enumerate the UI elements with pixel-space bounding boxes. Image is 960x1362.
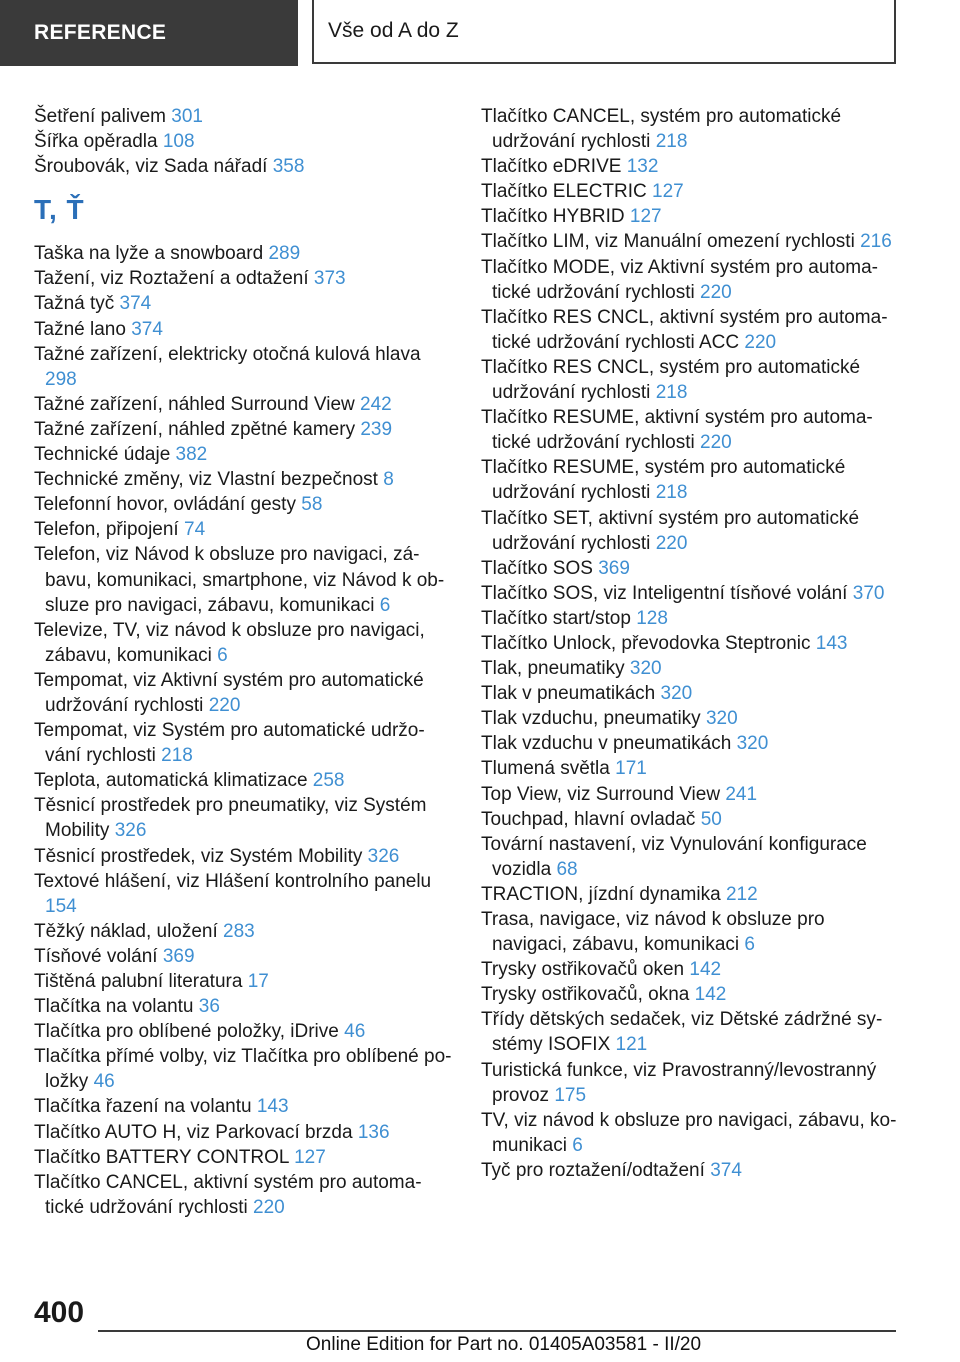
index-entry: [34, 994, 454, 1019]
page-reference-link[interactable]: 289: [268, 243, 301, 265]
page-reference-link[interactable]: 108: [162, 131, 195, 153]
page-reference-link[interactable]: 143: [256, 1096, 289, 1118]
index-entry: [481, 506, 901, 556]
index-entry: [34, 266, 454, 291]
index-entry-text: Těsnicí prostředek pro pneumatiky, viz Systém Mobility: [34, 795, 427, 842]
index-entry: [481, 305, 901, 355]
page-reference-link[interactable]: 46: [344, 1021, 366, 1043]
index-entry: [34, 129, 454, 154]
index-entry: [481, 581, 901, 606]
index-entry-text: Tažné zařízení, elektricky otočná kulová hlava: [34, 343, 421, 365]
page-reference-link[interactable]: 283: [223, 920, 255, 942]
index-entry-text: Tlačítko RES CNCL, aktivní systém pro automatické udržování rychlosti ACC: [481, 306, 888, 353]
page-reference-link[interactable]: 373: [313, 268, 346, 290]
page-reference-link[interactable]: 220: [700, 281, 732, 303]
index-entry: [34, 291, 454, 316]
index-entry-text: Textové hlášení, viz Hlášení kontrolního panelu: [34, 870, 432, 892]
index-entry-text: Top View, viz Surround View: [481, 783, 721, 805]
index-entry-text: Těžký náklad, uložení: [34, 920, 218, 942]
index-entry-text: Tísňové volání: [34, 945, 158, 967]
index-entry-text: Tlačítko SOS, viz Inteligentní tísňové volání: [481, 582, 848, 604]
index-entry: [34, 718, 454, 768]
page-reference-link[interactable]: 242: [360, 393, 392, 415]
index-entry: [481, 1058, 901, 1108]
page-reference-link[interactable]: 220: [208, 694, 241, 716]
index-entry: [481, 355, 901, 405]
index-entry: [481, 154, 901, 179]
index-entry: [481, 807, 901, 832]
index-entry-text: Trysky ostřikovačů oken: [481, 959, 685, 981]
index-entry-text: Tlumená světla: [481, 758, 610, 780]
index-entry: [34, 1094, 454, 1119]
index-entry-text: Tlačítko eDRIVE: [481, 156, 622, 178]
index-entry-text: TV, viz návod k obsluze pro navigaci, zábavu, komunikaci: [481, 1109, 897, 1156]
index-entry: [481, 204, 901, 229]
index-entry: [34, 467, 454, 492]
index-entry: [34, 919, 454, 944]
index-letter-heading: T, Ť: [34, 194, 85, 226]
page-reference-link[interactable]: 142: [689, 959, 722, 981]
index-entry: [481, 1108, 901, 1158]
index-entry: [481, 104, 901, 154]
index-entry: [34, 1044, 454, 1094]
index-entry-text: Tlačítko SET, aktivní systém pro automatické udržování rychlosti: [481, 507, 860, 554]
index-entry-text: Telefon, připojení: [34, 519, 179, 541]
index-entry: [34, 768, 454, 793]
index-entry-text: Tlačítko SOS: [481, 557, 593, 579]
index-entry-text: Trasa, navigace, viz návod k obsluze pro navigaci, zábavu, komunikaci: [481, 909, 825, 956]
index-entry-text: Tlačítko CANCEL, systém pro automatické udržování rychlosti: [481, 106, 842, 153]
page-reference-link[interactable]: 216: [860, 231, 892, 253]
page-reference-link[interactable]: 127: [629, 206, 662, 228]
index-entry-text: Šířka opěradla: [34, 131, 158, 153]
index-entry-text: Tažné zařízení, náhled zpětné kamery: [34, 418, 356, 440]
index-entry: [481, 179, 901, 204]
page-reference-link[interactable]: 154: [45, 895, 77, 917]
page-reference-link[interactable]: 143: [815, 632, 848, 654]
index-entry: [481, 455, 901, 505]
index-entry: [34, 969, 454, 994]
page-reference-link[interactable]: 320: [660, 683, 693, 705]
page-reference-link[interactable]: 46: [93, 1071, 115, 1093]
page-reference-link[interactable]: 369: [598, 557, 630, 579]
page-reference-link[interactable]: 175: [554, 1084, 587, 1106]
section-tab: [0, 0, 298, 66]
index-entry: [34, 317, 454, 342]
index-entry-text: Televize, TV, viz návod k obsluze pro navigaci, zábavu, komunikaci: [34, 619, 425, 666]
page-reference-link[interactable]: 301: [171, 106, 203, 127]
index-entry-text: Tištěná palubní literatura: [34, 971, 243, 992]
index-entry: [481, 681, 901, 706]
index-entry-text: Tažení, viz Roztažení a odtažení: [34, 268, 309, 290]
footer-divider: [98, 1330, 896, 1332]
index-entry-text: Technické údaje: [34, 444, 171, 466]
index-entry-text: Tlačítko RESUME, aktivní systém pro automatické udržování rychlosti: [481, 407, 873, 454]
index-entry: [481, 606, 901, 631]
page-reference-link[interactable]: 258: [312, 770, 345, 792]
page-reference-link[interactable]: 218: [655, 131, 688, 153]
index-entry-text: Telefon, viz Návod k obsluze pro navigaci, zábavu, komunikaci, smartphone, viz Návod k obsluze pro navigaci, zábavu, komunikaci: [34, 544, 445, 616]
page-reference-link[interactable]: 212: [725, 883, 758, 905]
index-entry-text: Tlačítko ELECTRIC: [481, 181, 647, 203]
index-entry: [481, 957, 901, 982]
index-entry-text: Tlak vzduchu v pneumatikách: [481, 733, 732, 755]
page-reference-link[interactable]: 171: [615, 758, 647, 780]
index-entry-text: Tažná tyč: [34, 293, 115, 315]
index-entry: [34, 392, 454, 417]
page-reference-link[interactable]: 326: [367, 845, 400, 867]
index-entry: [481, 556, 901, 581]
index-entry: [481, 656, 901, 681]
page-reference-link[interactable]: 50: [700, 808, 722, 830]
page-reference-link[interactable]: 369: [162, 945, 195, 967]
page-reference-link[interactable]: 220: [744, 331, 777, 353]
index-entry: [34, 944, 454, 969]
edition-note: Online Edition for Part no. 01405A03581 - II/20: [306, 1334, 702, 1355]
index-entry: [481, 882, 901, 907]
page-reference-link[interactable]: 6: [217, 644, 228, 666]
index-entry-text: Tlak vzduchu, pneumatiky: [481, 708, 701, 730]
index-entry: [481, 229, 901, 254]
index-entry-text: Tlačítko AUTO H, viz Parkovací brzda: [34, 1121, 353, 1143]
index-entry-text: Tlačítko HYBRID: [481, 206, 625, 228]
page-number: 400: [34, 1296, 85, 1329]
page-reference-link[interactable]: 127: [294, 1146, 326, 1168]
index-entry: [481, 631, 901, 656]
index-entry: [34, 618, 454, 668]
index-entry-text: Tlačítko RESUME, systém pro automatické udržování rychlosti: [481, 457, 846, 504]
index-entry: [481, 907, 901, 957]
index-entry-text: Tlak, pneumatiky: [481, 658, 625, 680]
page-reference-link[interactable]: 326: [114, 820, 147, 842]
index-entry-text: Šetření palivem: [34, 106, 167, 127]
page-reference-link[interactable]: 370: [852, 582, 885, 604]
index-entry-text: Touchpad, hlavní ovladač: [481, 808, 696, 830]
index-entry-text: Tlačítka pro oblíbené položky, iDrive: [34, 1021, 339, 1043]
index-entry: [481, 731, 901, 756]
page-reference-link[interactable]: 132: [626, 156, 659, 178]
page-reference-link[interactable]: 36: [198, 996, 220, 1018]
index-entry: [34, 844, 454, 869]
page-reference-link[interactable]: 74: [184, 519, 206, 541]
index-entry: [481, 756, 901, 781]
page-reference-link[interactable]: 218: [655, 482, 688, 504]
index-entry: [34, 1019, 454, 1044]
index-entry: [481, 982, 901, 1007]
index-entry: [34, 241, 454, 266]
index-entry-text: Tlačítko CANCEL, aktivní systém pro automatické udržování rychlosti: [34, 1171, 422, 1218]
index-entry-text: Tlačítko LIM, viz Manuální omezení rychlosti: [481, 231, 855, 253]
section-label: REFERENCE: [34, 21, 167, 44]
index-entry: [34, 1145, 454, 1170]
page-reference-link[interactable]: 218: [655, 382, 688, 404]
index-entry: [481, 405, 901, 455]
index-entry-text: Teplota, automatická klimatizace: [34, 770, 308, 792]
index-entry-text: Trysky ostřikovačů, okna: [481, 984, 690, 1006]
index-entry: [481, 782, 901, 807]
index-entry-text: Tlačítko start/stop: [481, 607, 631, 629]
index-entry-text: Těsnicí prostředek, viz Systém Mobility: [34, 845, 363, 867]
index-entry: [34, 492, 454, 517]
index-column-left: [34, 104, 454, 1220]
page-reference-link[interactable]: 220: [655, 532, 688, 554]
page-reference-link[interactable]: 17: [247, 971, 269, 992]
page-reference-link[interactable]: 220: [253, 1196, 285, 1218]
index-entry: [34, 517, 454, 542]
index-entry-text: Tlačítka řazení na volantu: [34, 1096, 252, 1118]
index-entry: [34, 1170, 454, 1220]
index-entry-text: Technické změny, viz Vlastní bezpečnost: [34, 469, 378, 491]
index-entry-text: Tlačítko MODE, viz Aktivní systém pro automatické udržování rychlosti: [481, 256, 878, 303]
page-reference-link[interactable]: 8: [383, 469, 394, 491]
page-reference-link[interactable]: 382: [175, 444, 208, 466]
index-entry-text: Tlačítko BATTERY CONTROL: [34, 1146, 289, 1168]
index-entry: [481, 706, 901, 731]
page-reference-link[interactable]: 6: [744, 934, 755, 956]
index-entry: [34, 1120, 454, 1145]
page-reference-link[interactable]: 358: [272, 156, 305, 178]
index-entry-text: Šroubovák, viz Sada nářadí: [34, 156, 268, 178]
index-entry-text: Tažné lano: [34, 318, 126, 340]
page-reference-link[interactable]: 218: [161, 745, 193, 767]
index-entry-text: TRACTION, jízdní dynamika: [481, 883, 721, 905]
index-entry-text: Třídy dětských sedaček, viz Dětské zádržné systémy ISOFIX: [481, 1009, 883, 1056]
index-entry-text: Tlačítka přímé volby, viz Tlačítka pro oblíbené položky: [34, 1046, 452, 1093]
page-reference-link[interactable]: 320: [629, 658, 662, 680]
index-entry-text: Tlačítka na volantu: [34, 996, 194, 1018]
index-entry-text: Tempomat, viz Systém pro automatické udržování rychlosti: [34, 720, 425, 767]
page-reference-link[interactable]: 241: [725, 783, 758, 805]
page-header: [0, 0, 960, 66]
page-reference-link[interactable]: 58: [301, 494, 323, 516]
page-reference-link[interactable]: 6: [572, 1134, 583, 1156]
index-entry-text: Telefonní hovor, ovládání gesty: [34, 494, 296, 516]
index-entry: [34, 417, 454, 442]
index-entry: [34, 154, 454, 179]
page-reference-link[interactable]: 142: [694, 984, 727, 1006]
index-entry: [34, 793, 454, 843]
page-reference-link[interactable]: 374: [710, 1159, 742, 1181]
index-entry-text: Tlak v pneumatikách: [481, 683, 656, 705]
index-entry-text: Tažné zařízení, náhled Surround View: [34, 393, 355, 415]
index-entry-text: Tovární nastavení, viz Vynulování konfigurace vozidla: [481, 833, 867, 880]
index-entry: [34, 342, 454, 392]
page-reference-link[interactable]: 320: [705, 708, 738, 730]
index-entry: [481, 1007, 901, 1057]
page-reference-link[interactable]: 298: [45, 368, 77, 390]
page-reference-link[interactable]: 68: [556, 858, 578, 880]
index-entry: [34, 668, 454, 718]
index-entry-text: Tlačítko RES CNCL, systém pro automatické udržování rychlosti: [481, 356, 861, 404]
page-reference-link[interactable]: 320: [736, 733, 769, 755]
index-entry-text: Turistická funkce, viz Pravostranný/levostranný provoz: [481, 1059, 877, 1106]
index-entry: [481, 832, 901, 882]
page-reference-link[interactable]: 121: [615, 1034, 648, 1056]
index-entry: [481, 255, 901, 305]
page-reference-link[interactable]: 239: [360, 418, 393, 440]
index-entry: [34, 869, 454, 919]
page-reference-link[interactable]: 6: [379, 594, 391, 616]
index-entry-text: Taška na lyže a snowboard: [34, 243, 264, 265]
chapter-title: Vše od A do Z: [328, 19, 459, 42]
page-reference-link[interactable]: 374: [119, 293, 152, 315]
page-reference-link[interactable]: 374: [131, 318, 163, 340]
page-reference-link[interactable]: 136: [357, 1121, 390, 1143]
chapter-tab: [312, 0, 896, 64]
index-entry-text: Tempomat, viz Aktivní systém pro automatické udržování rychlosti: [34, 669, 424, 716]
index-entry: [34, 542, 454, 617]
page-reference-link[interactable]: 220: [700, 432, 732, 454]
page-reference-link[interactable]: 127: [652, 181, 684, 203]
index-entry-text: Tyč pro roztažení/odtažení: [481, 1159, 705, 1181]
page-reference-link[interactable]: 128: [636, 607, 668, 629]
index-entry: [481, 1158, 901, 1183]
index-entry: [34, 104, 454, 129]
index-entry: [34, 442, 454, 467]
index-entry-text: Tlačítko Unlock, převodovka Steptronic: [481, 632, 811, 654]
index-column-right: [481, 104, 901, 1183]
